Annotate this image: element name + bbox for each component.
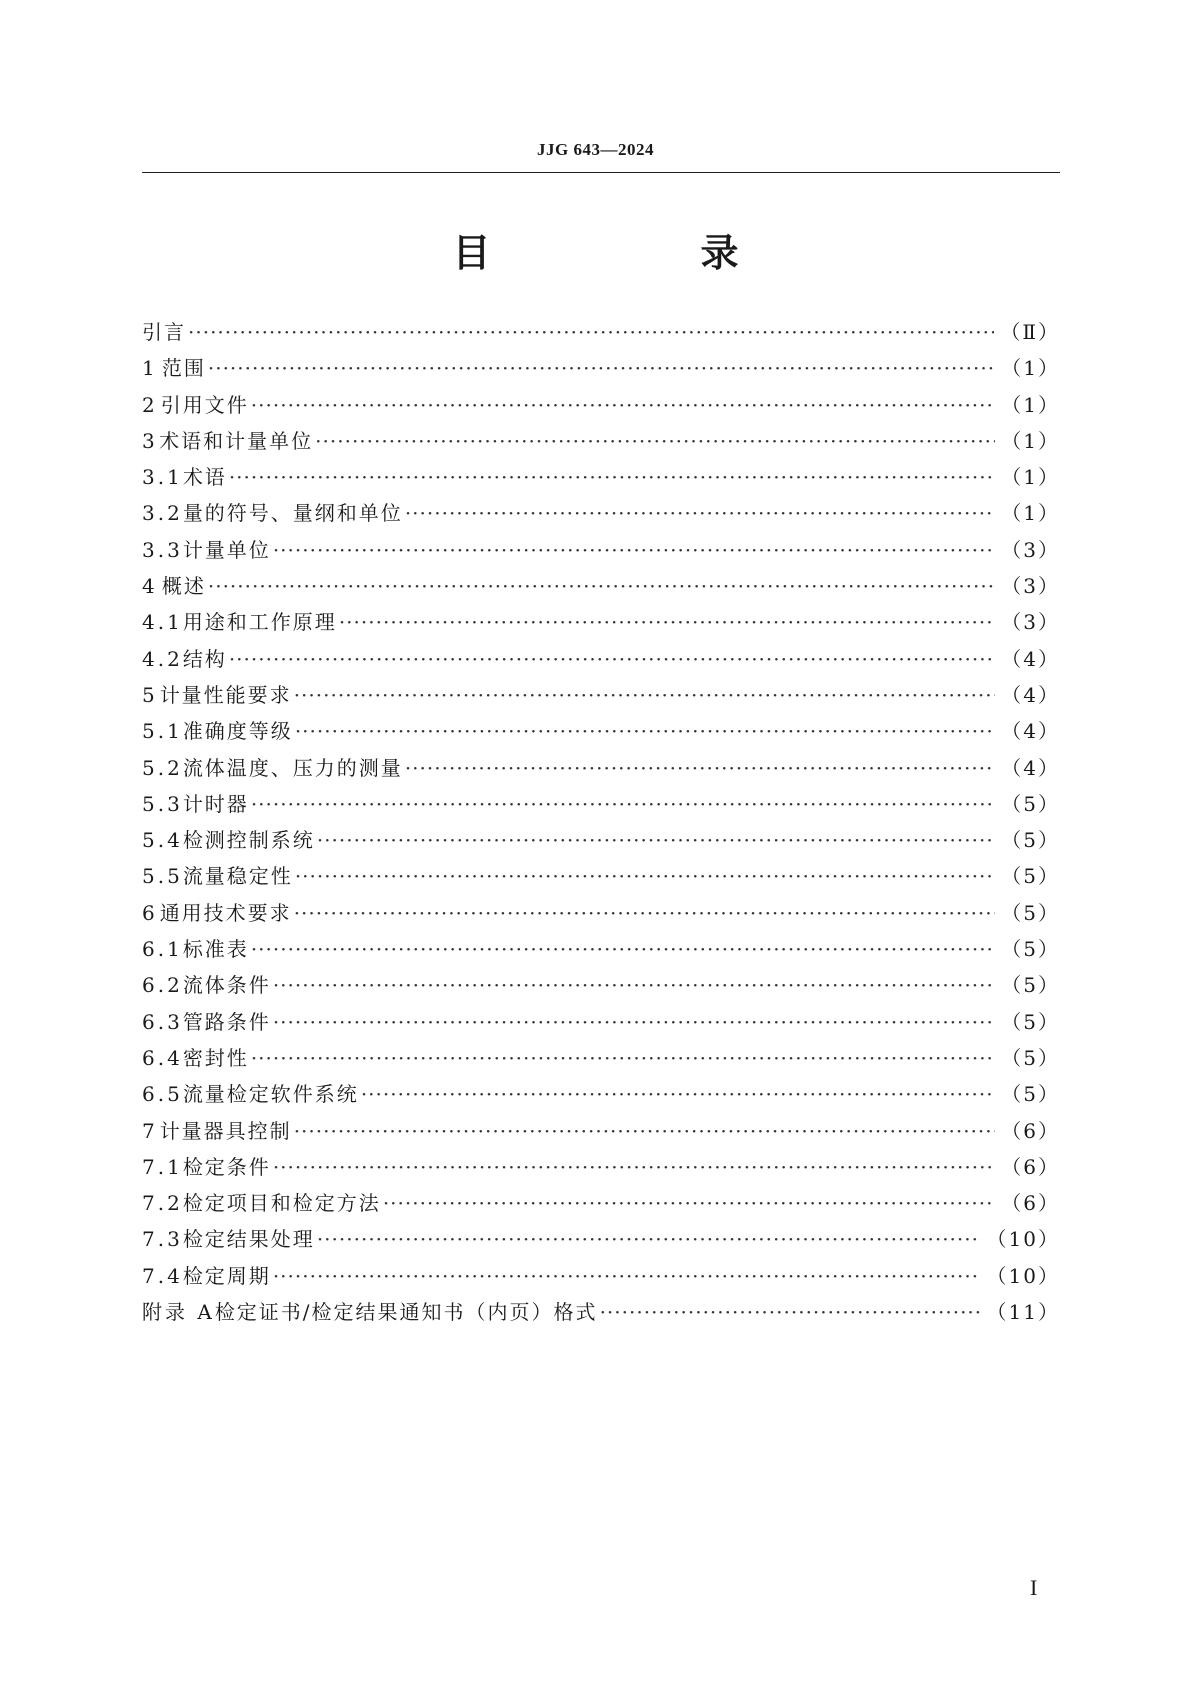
toc-entry[interactable] — [142, 1149, 1060, 1185]
toc-entry[interactable] — [142, 604, 1060, 640]
toc-entry-label: 计量性能要求 — [159, 682, 292, 707]
toc-entry-label: 检测控制系统 — [182, 828, 315, 853]
toc-entry-label: 计量单位 — [182, 537, 271, 562]
toc-entry[interactable] — [142, 423, 1060, 459]
toc-entry-label: 流量检定软件系统 — [182, 1082, 359, 1107]
toc-entry-number: 6.4 — [142, 1045, 183, 1070]
toc-entry-page: （3） — [1001, 574, 1060, 599]
toc-entry[interactable] — [142, 568, 1060, 604]
header-rule — [142, 172, 1060, 173]
toc-dot-leader — [315, 423, 995, 459]
toc-entry-label: 检定结果处理 — [182, 1227, 315, 1252]
toc-entry[interactable] — [142, 1185, 1060, 1221]
toc-entry[interactable] — [142, 1294, 1060, 1330]
toc-entry-page: （3） — [1001, 537, 1060, 562]
toc-entry-number: 6 — [142, 900, 158, 925]
toc-entry-page: （5） — [1001, 1082, 1060, 1107]
toc-dot-leader — [317, 822, 995, 858]
toc-entry[interactable] — [142, 387, 1060, 423]
toc-entry-label: 通用技术要求 — [159, 900, 292, 925]
toc-entry[interactable] — [142, 750, 1060, 786]
toc-entry[interactable] — [142, 1040, 1060, 1076]
toc-dot-leader — [273, 1258, 981, 1294]
toc-dot-leader — [251, 931, 995, 967]
toc-entry-page: （1） — [1001, 392, 1060, 417]
toc-entry-page: （5） — [1001, 1009, 1060, 1034]
toc-entry-label: 检定项目和检定方法 — [182, 1191, 381, 1216]
toc-entry-number: 6.1 — [142, 937, 183, 962]
toc-entry-page: （1） — [1001, 356, 1060, 381]
toc-entry-label: 检定周期 — [182, 1263, 271, 1288]
toc-entry[interactable] — [142, 822, 1060, 858]
toc-entry-page: （1） — [1001, 501, 1060, 526]
toc-entry[interactable] — [142, 314, 1060, 350]
toc-dot-leader — [600, 1294, 981, 1330]
table-of-contents — [142, 314, 1060, 1330]
toc-entry-number: 6.5 — [142, 1082, 183, 1107]
toc-entry-label: 准确度等级 — [182, 719, 293, 744]
toc-entry-page: （5） — [1001, 791, 1060, 816]
toc-entry[interactable] — [142, 495, 1060, 531]
toc-entry[interactable] — [142, 532, 1060, 568]
toc-entry[interactable] — [142, 713, 1060, 749]
toc-entry-label: 术语和计量单位 — [159, 428, 314, 453]
toc-entry-number: 附录 A — [142, 1300, 215, 1325]
toc-title: 目 录 — [452, 231, 825, 275]
toc-dot-leader — [251, 1040, 995, 1076]
toc-entry-number: 7.3 — [142, 1227, 183, 1252]
toc-entry-label: 计量器具控制 — [159, 1118, 292, 1143]
toc-entry-page: （6） — [1001, 1154, 1060, 1179]
toc-dot-leader — [294, 1113, 996, 1149]
toc-entry-number: 7.4 — [142, 1263, 183, 1288]
toc-entry-number: 7.2 — [142, 1191, 183, 1216]
toc-entry-page: （3） — [1001, 610, 1060, 635]
toc-entry-label: 检定证书/检定结果通知书（内页）格式 — [214, 1300, 598, 1325]
toc-entry-label: 引言 — [142, 320, 186, 344]
toc-entry-page: （4） — [1001, 719, 1060, 744]
toc-entry-number: 3.2 — [142, 501, 183, 526]
toc-entry[interactable] — [142, 1258, 1060, 1294]
document-code: JJG 643—2024 — [537, 140, 654, 159]
toc-dot-leader — [295, 858, 995, 894]
toc-entry[interactable] — [142, 786, 1060, 822]
toc-entry-label: 流量稳定性 — [182, 864, 293, 889]
toc-entry-page: （4） — [1001, 646, 1060, 671]
toc-entry[interactable] — [142, 967, 1060, 1003]
toc-entry[interactable] — [142, 677, 1060, 713]
toc-entry-page: （5） — [1001, 864, 1060, 889]
toc-entry-number: 1 — [142, 356, 158, 381]
toc-entry-number: 4.1 — [142, 610, 183, 635]
toc-entry-page: （10） — [986, 1263, 1060, 1288]
toc-entry-page: （4） — [1001, 755, 1060, 780]
toc-entry-number: 5.1 — [142, 719, 183, 744]
toc-entry-page: （5） — [1001, 900, 1060, 925]
toc-dot-leader — [273, 1149, 995, 1185]
toc-entry-page: （1） — [1001, 465, 1060, 490]
toc-entry-number: 5 — [142, 682, 158, 707]
toc-entry-label: 检定条件 — [182, 1154, 271, 1179]
toc-entry-page: （1） — [1001, 428, 1060, 453]
toc-entry-page: （5） — [1001, 828, 1060, 853]
toc-entry[interactable] — [142, 459, 1060, 495]
toc-entry-number: 5.5 — [142, 864, 183, 889]
toc-entry-label: 结构 — [182, 646, 227, 671]
toc-dot-leader — [405, 495, 995, 531]
toc-entry[interactable] — [142, 1221, 1060, 1257]
toc-entry-label: 计时器 — [182, 791, 249, 816]
toc-entry-number: 3.1 — [142, 465, 183, 490]
toc-entry-number: 4 — [142, 574, 158, 599]
toc-entry-page: （6） — [1001, 1118, 1060, 1143]
toc-dot-leader — [273, 1004, 995, 1040]
toc-dot-leader — [229, 641, 995, 677]
toc-entry[interactable] — [142, 1076, 1060, 1112]
toc-entry-number: 4.2 — [142, 646, 183, 671]
toc-dot-leader — [188, 314, 994, 350]
toc-entry-page: （Ⅱ） — [1000, 320, 1060, 344]
toc-entry[interactable] — [142, 1113, 1060, 1149]
toc-entry-label: 引用文件 — [160, 392, 249, 417]
toc-dot-leader — [251, 387, 995, 423]
toc-entry-label: 管路条件 — [182, 1009, 271, 1034]
toc-entry-number: 7 — [142, 1118, 158, 1143]
toc-entry-page: （5） — [1001, 973, 1060, 998]
toc-entry-number: 3.3 — [142, 537, 183, 562]
toc-entry-number: 6.2 — [142, 973, 183, 998]
toc-entry-number: 5.2 — [142, 755, 183, 780]
toc-entry-page: （11） — [986, 1300, 1060, 1325]
toc-entry-label: 密封性 — [182, 1045, 249, 1070]
toc-dot-leader — [294, 895, 996, 931]
toc-dot-leader — [229, 459, 995, 495]
toc-entry[interactable] — [142, 895, 1060, 931]
toc-entry[interactable] — [142, 641, 1060, 677]
toc-dot-leader — [383, 1185, 995, 1221]
toc-entry-page: （4） — [1001, 682, 1060, 707]
toc-entry-label: 标准表 — [182, 937, 249, 962]
toc-dot-leader — [273, 532, 995, 568]
toc-entry-label: 流体温度、压力的测量 — [182, 755, 403, 780]
toc-entry-number: 7.1 — [142, 1154, 183, 1179]
toc-dot-leader — [294, 677, 996, 713]
toc-entry-label: 量的符号、量纲和单位 — [182, 501, 403, 526]
toc-dot-leader — [208, 350, 995, 386]
toc-entry-page: （5） — [1001, 937, 1060, 962]
toc-dot-leader — [251, 786, 995, 822]
toc-entry-page: （6） — [1001, 1191, 1060, 1216]
toc-entry[interactable] — [142, 858, 1060, 894]
toc-entry[interactable] — [142, 1004, 1060, 1040]
toc-dot-leader — [405, 750, 995, 786]
toc-dot-leader — [208, 568, 995, 604]
toc-dot-leader — [295, 713, 995, 749]
toc-dot-leader — [361, 1076, 995, 1112]
toc-entry[interactable] — [142, 350, 1060, 386]
toc-entry-page: （5） — [1001, 1045, 1060, 1070]
toc-entry[interactable] — [142, 931, 1060, 967]
toc-entry-number: 5.4 — [142, 828, 183, 853]
toc-entry-label: 范围 — [161, 356, 206, 381]
toc-entry-label: 用途和工作原理 — [182, 610, 337, 635]
toc-dot-leader — [339, 604, 995, 640]
toc-entry-label: 流体条件 — [182, 973, 271, 998]
toc-entry-number: 6.3 — [142, 1009, 183, 1034]
toc-dot-leader — [273, 967, 995, 1003]
page-number: I — [1030, 1575, 1038, 1600]
toc-entry-number: 5.3 — [142, 791, 183, 816]
toc-entry-page: （10） — [986, 1227, 1060, 1252]
toc-entry-label: 概述 — [161, 574, 206, 599]
toc-entry-number: 3 — [142, 428, 158, 453]
toc-entry-number: 2 — [142, 392, 158, 417]
toc-dot-leader — [317, 1221, 981, 1257]
toc-entry-label: 术语 — [182, 465, 227, 490]
